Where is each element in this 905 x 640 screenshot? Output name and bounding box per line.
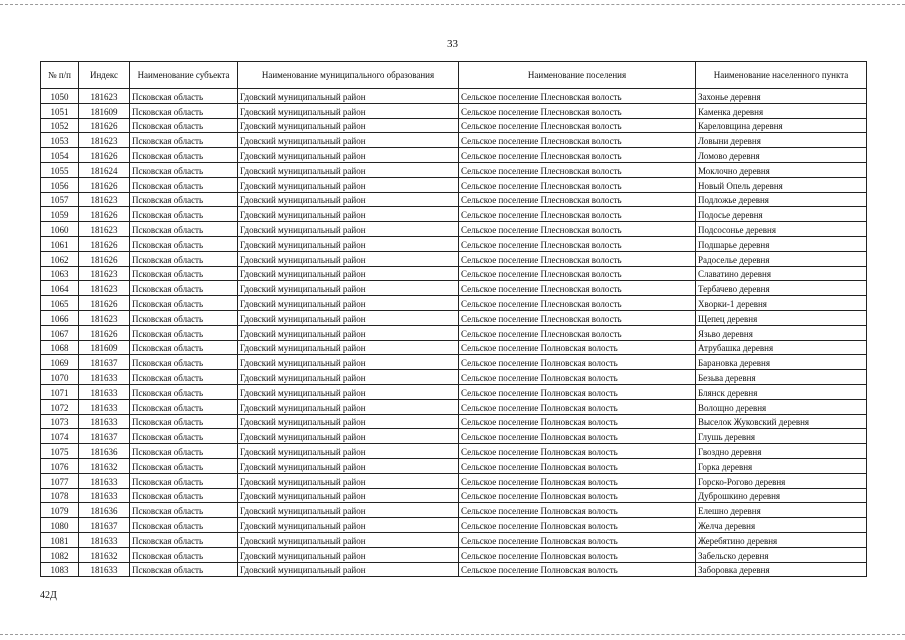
cell-municipality: Гдовский муниципальный район	[238, 473, 459, 488]
table-row	[41, 532, 867, 547]
cell-subject: Псковская область	[130, 547, 238, 562]
cell-index: 181623	[79, 266, 130, 281]
cell-subject: Псковская область	[130, 177, 238, 192]
cell-locality: Горка деревня	[696, 458, 867, 473]
cell-municipality: Гдовский муниципальный район	[238, 281, 459, 296]
table-row	[41, 458, 867, 473]
cell-locality: Жеребятино деревня	[696, 532, 867, 547]
cell-locality: Славатино деревня	[696, 266, 867, 281]
cell-index: 181623	[79, 222, 130, 237]
table-row	[41, 399, 867, 414]
cell-locality: Язьво деревня	[696, 325, 867, 340]
cell-municipality: Гдовский муниципальный район	[238, 458, 459, 473]
cell-number: 1059	[41, 207, 79, 222]
cell-municipality: Гдовский муниципальный район	[238, 518, 459, 533]
table-body	[41, 89, 867, 577]
cell-settlement: Сельское поселение Полновская волость	[459, 429, 696, 444]
cell-index: 181626	[79, 296, 130, 311]
cell-subject: Псковская область	[130, 89, 238, 104]
cell-municipality: Гдовский муниципальный район	[238, 266, 459, 281]
cell-subject: Псковская область	[130, 251, 238, 266]
cell-index: 181636	[79, 503, 130, 518]
cell-locality: Кареловщина деревня	[696, 118, 867, 133]
cell-subject: Псковская область	[130, 281, 238, 296]
table-row	[41, 503, 867, 518]
cell-index: 181636	[79, 444, 130, 459]
cell-index: 181633	[79, 562, 130, 577]
cell-index: 181633	[79, 384, 130, 399]
cell-number: 1073	[41, 414, 79, 429]
cell-subject: Псковская область	[130, 414, 238, 429]
cell-settlement: Сельское поселение Плесновская волость	[459, 222, 696, 237]
cell-subject: Псковская область	[130, 355, 238, 370]
cell-municipality: Гдовский муниципальный район	[238, 162, 459, 177]
cell-settlement: Сельское поселение Плесновская волость	[459, 296, 696, 311]
cell-number: 1068	[41, 340, 79, 355]
cell-locality: Забельско деревня	[696, 547, 867, 562]
cell-municipality: Гдовский муниципальный район	[238, 414, 459, 429]
cell-locality: Подсосонье деревня	[696, 222, 867, 237]
table-row	[41, 192, 867, 207]
cell-municipality: Гдовский муниципальный район	[238, 355, 459, 370]
header-index: Индекс	[79, 62, 130, 89]
cell-subject: Псковская область	[130, 207, 238, 222]
cell-settlement: Сельское поселение Плесновская волость	[459, 103, 696, 118]
cell-index: 181626	[79, 118, 130, 133]
cell-settlement: Сельское поселение Полновская волость	[459, 488, 696, 503]
cell-settlement: Сельское поселение Плесновская волость	[459, 310, 696, 325]
cell-municipality: Гдовский муниципальный район	[238, 296, 459, 311]
cell-municipality: Гдовский муниципальный район	[238, 429, 459, 444]
cell-number: 1080	[41, 518, 79, 533]
cell-settlement: Сельское поселение Полновская волость	[459, 458, 696, 473]
cell-municipality: Гдовский муниципальный район	[238, 310, 459, 325]
cell-subject: Псковская область	[130, 384, 238, 399]
cell-settlement: Сельское поселение Плесновская волость	[459, 236, 696, 251]
cell-number: 1083	[41, 562, 79, 577]
cell-municipality: Гдовский муниципальный район	[238, 503, 459, 518]
cell-settlement: Сельское поселение Полновская волость	[459, 399, 696, 414]
cell-settlement: Сельское поселение Полновская волость	[459, 547, 696, 562]
cell-index: 181632	[79, 547, 130, 562]
cell-index: 181633	[79, 414, 130, 429]
footer-code: 42Д	[40, 590, 57, 601]
cell-settlement: Сельское поселение Плесновская волость	[459, 281, 696, 296]
cell-locality: Щепец деревня	[696, 310, 867, 325]
cell-municipality: Гдовский муниципальный район	[238, 89, 459, 104]
settlements-table	[40, 61, 867, 577]
cell-municipality: Гдовский муниципальный район	[238, 384, 459, 399]
cell-number: 1072	[41, 399, 79, 414]
cell-settlement: Сельское поселение Плесновская волость	[459, 162, 696, 177]
cell-municipality: Гдовский муниципальный район	[238, 562, 459, 577]
table-row	[41, 340, 867, 355]
table-row	[41, 236, 867, 251]
table-row	[41, 355, 867, 370]
cell-index: 181637	[79, 429, 130, 444]
cell-settlement: Сельское поселение Плесновская волость	[459, 133, 696, 148]
table-row	[41, 148, 867, 163]
cell-subject: Псковская область	[130, 310, 238, 325]
table-row	[41, 310, 867, 325]
cell-subject: Псковская область	[130, 488, 238, 503]
cell-subject: Псковская область	[130, 399, 238, 414]
cell-index: 181623	[79, 281, 130, 296]
cell-number: 1064	[41, 281, 79, 296]
cell-subject: Псковская область	[130, 340, 238, 355]
table-row	[41, 251, 867, 266]
cell-index: 181626	[79, 148, 130, 163]
cell-locality: Подшарье деревня	[696, 236, 867, 251]
cell-municipality: Гдовский муниципальный район	[238, 133, 459, 148]
cell-settlement: Сельское поселение Полновская волость	[459, 532, 696, 547]
table-row	[41, 384, 867, 399]
cell-locality: Новый Опель деревня	[696, 177, 867, 192]
table-row	[41, 118, 867, 133]
cell-locality: Заборовка деревня	[696, 562, 867, 577]
page-number: 33	[447, 38, 458, 50]
cell-municipality: Гдовский муниципальный район	[238, 532, 459, 547]
cell-locality: Безьва деревня	[696, 370, 867, 385]
table-row	[41, 429, 867, 444]
cell-number: 1065	[41, 296, 79, 311]
cell-number: 1057	[41, 192, 79, 207]
cell-number: 1067	[41, 325, 79, 340]
header-subject: Наименование субъекта	[130, 62, 238, 89]
cell-number: 1060	[41, 222, 79, 237]
cell-subject: Псковская область	[130, 503, 238, 518]
cell-locality: Ловыни деревня	[696, 133, 867, 148]
table-row	[41, 162, 867, 177]
scan-edge-bottom	[0, 634, 905, 635]
cell-index: 181623	[79, 192, 130, 207]
table-row	[41, 370, 867, 385]
cell-index: 181626	[79, 236, 130, 251]
cell-municipality: Гдовский муниципальный район	[238, 177, 459, 192]
cell-locality: Подосье деревня	[696, 207, 867, 222]
cell-locality: Глушь деревня	[696, 429, 867, 444]
cell-index: 181609	[79, 340, 130, 355]
cell-municipality: Гдовский муниципальный район	[238, 236, 459, 251]
cell-subject: Псковская область	[130, 429, 238, 444]
cell-number: 1079	[41, 503, 79, 518]
cell-index: 181626	[79, 325, 130, 340]
cell-number: 1070	[41, 370, 79, 385]
cell-municipality: Гдовский муниципальный район	[238, 340, 459, 355]
cell-index: 181623	[79, 310, 130, 325]
table-row	[41, 296, 867, 311]
cell-locality: Захонье деревня	[696, 89, 867, 104]
cell-index: 181637	[79, 355, 130, 370]
cell-settlement: Сельское поселение Полновская волость	[459, 370, 696, 385]
cell-subject: Псковская область	[130, 370, 238, 385]
cell-subject: Псковская область	[130, 103, 238, 118]
table-row	[41, 207, 867, 222]
cell-subject: Псковская область	[130, 222, 238, 237]
table-row	[41, 281, 867, 296]
cell-number: 1078	[41, 488, 79, 503]
cell-municipality: Гдовский муниципальный район	[238, 192, 459, 207]
cell-settlement: Сельское поселение Полновская волость	[459, 503, 696, 518]
cell-locality: Тербачево деревня	[696, 281, 867, 296]
header-number: № п/п	[41, 62, 79, 89]
cell-settlement: Сельское поселение Плесновская волость	[459, 207, 696, 222]
cell-municipality: Гдовский муниципальный район	[238, 118, 459, 133]
cell-settlement: Сельское поселение Полновская волость	[459, 414, 696, 429]
cell-number: 1062	[41, 251, 79, 266]
table-row	[41, 473, 867, 488]
cell-locality: Барановка деревня	[696, 355, 867, 370]
cell-subject: Псковская область	[130, 458, 238, 473]
cell-locality: Хворки-1 деревня	[696, 296, 867, 311]
table-row	[41, 103, 867, 118]
cell-settlement: Сельское поселение Плесновская волость	[459, 118, 696, 133]
table-row	[41, 133, 867, 148]
cell-number: 1056	[41, 177, 79, 192]
table-row	[41, 488, 867, 503]
table-row	[41, 414, 867, 429]
table-row	[41, 562, 867, 577]
cell-index: 181623	[79, 133, 130, 148]
table-row	[41, 444, 867, 459]
cell-settlement: Сельское поселение Плесновская волость	[459, 148, 696, 163]
cell-number: 1075	[41, 444, 79, 459]
table-row	[41, 177, 867, 192]
cell-settlement: Сельское поселение Плесновская волость	[459, 325, 696, 340]
cell-subject: Псковская область	[130, 473, 238, 488]
header-municipality: Наименование муниципального образования	[238, 62, 459, 89]
cell-number: 1076	[41, 458, 79, 473]
cell-subject: Псковская область	[130, 133, 238, 148]
cell-index: 181624	[79, 162, 130, 177]
table-row	[41, 325, 867, 340]
cell-settlement: Сельское поселение Полновская волость	[459, 384, 696, 399]
table-row	[41, 89, 867, 104]
cell-locality: Ломово деревня	[696, 148, 867, 163]
cell-index: 181633	[79, 532, 130, 547]
cell-locality: Блянск деревня	[696, 384, 867, 399]
cell-subject: Псковская область	[130, 518, 238, 533]
cell-settlement: Сельское поселение Полновская волость	[459, 444, 696, 459]
table-row	[41, 222, 867, 237]
cell-locality: Горско-Рогово деревня	[696, 473, 867, 488]
cell-locality: Дуброшкино деревня	[696, 488, 867, 503]
cell-index: 181637	[79, 518, 130, 533]
cell-subject: Псковская область	[130, 236, 238, 251]
cell-number: 1081	[41, 532, 79, 547]
table-row	[41, 518, 867, 533]
cell-subject: Псковская область	[130, 296, 238, 311]
cell-locality: Подложье деревня	[696, 192, 867, 207]
cell-municipality: Гдовский муниципальный район	[238, 148, 459, 163]
cell-subject: Псковская область	[130, 192, 238, 207]
cell-subject: Псковская область	[130, 532, 238, 547]
cell-number: 1071	[41, 384, 79, 399]
cell-subject: Псковская область	[130, 148, 238, 163]
cell-municipality: Гдовский муниципальный район	[238, 488, 459, 503]
cell-index: 181626	[79, 251, 130, 266]
scan-edge-top	[0, 4, 905, 5]
cell-number: 1077	[41, 473, 79, 488]
cell-index: 181609	[79, 103, 130, 118]
cell-number: 1069	[41, 355, 79, 370]
cell-locality: Волощно деревня	[696, 399, 867, 414]
cell-index: 181626	[79, 207, 130, 222]
table-row	[41, 547, 867, 562]
cell-settlement: Сельское поселение Плесновская волость	[459, 251, 696, 266]
cell-municipality: Гдовский муниципальный район	[238, 399, 459, 414]
cell-settlement: Сельское поселение Плесновская волость	[459, 192, 696, 207]
cell-index: 181623	[79, 89, 130, 104]
header-row	[41, 62, 867, 89]
cell-municipality: Гдовский муниципальный район	[238, 370, 459, 385]
cell-settlement: Сельское поселение Полновская волость	[459, 562, 696, 577]
cell-subject: Псковская область	[130, 325, 238, 340]
cell-locality: Каменка деревня	[696, 103, 867, 118]
cell-municipality: Гдовский муниципальный район	[238, 547, 459, 562]
cell-number: 1055	[41, 162, 79, 177]
cell-subject: Псковская область	[130, 118, 238, 133]
cell-number: 1051	[41, 103, 79, 118]
cell-locality: Моклочно деревня	[696, 162, 867, 177]
cell-settlement: Сельское поселение Плесновская волость	[459, 89, 696, 104]
cell-number: 1052	[41, 118, 79, 133]
cell-number: 1074	[41, 429, 79, 444]
cell-number: 1061	[41, 236, 79, 251]
cell-number: 1066	[41, 310, 79, 325]
cell-settlement: Сельское поселение Полновская волость	[459, 518, 696, 533]
cell-locality: Желча деревня	[696, 518, 867, 533]
cell-locality: Выселок Жуковский деревня	[696, 414, 867, 429]
cell-locality: Радоселье деревня	[696, 251, 867, 266]
cell-index: 181633	[79, 473, 130, 488]
cell-municipality: Гдовский муниципальный район	[238, 325, 459, 340]
cell-municipality: Гдовский муниципальный район	[238, 444, 459, 459]
cell-municipality: Гдовский муниципальный район	[238, 251, 459, 266]
table-header	[41, 62, 867, 89]
cell-locality: Атрубашка деревня	[696, 340, 867, 355]
cell-subject: Псковская область	[130, 562, 238, 577]
cell-number: 1053	[41, 133, 79, 148]
cell-index: 181626	[79, 177, 130, 192]
cell-municipality: Гдовский муниципальный район	[238, 207, 459, 222]
cell-municipality: Гдовский муниципальный район	[238, 222, 459, 237]
cell-number: 1082	[41, 547, 79, 562]
cell-subject: Псковская область	[130, 162, 238, 177]
table-row	[41, 266, 867, 281]
cell-settlement: Сельское поселение Полновская волость	[459, 473, 696, 488]
cell-subject: Псковская область	[130, 266, 238, 281]
cell-locality: Гвоздно деревня	[696, 444, 867, 459]
cell-settlement: Сельское поселение Полновская волость	[459, 355, 696, 370]
cell-settlement: Сельское поселение Плесновская волость	[459, 266, 696, 281]
cell-index: 181633	[79, 399, 130, 414]
cell-settlement: Сельское поселение Плесновская волость	[459, 177, 696, 192]
cell-number: 1063	[41, 266, 79, 281]
cell-municipality: Гдовский муниципальный район	[238, 103, 459, 118]
cell-number: 1050	[41, 89, 79, 104]
cell-number: 1054	[41, 148, 79, 163]
header-settlement: Наименование поселения	[459, 62, 696, 89]
cell-settlement: Сельское поселение Полновская волость	[459, 340, 696, 355]
cell-subject: Псковская область	[130, 444, 238, 459]
cell-index: 181633	[79, 370, 130, 385]
cell-index: 181632	[79, 458, 130, 473]
cell-index: 181633	[79, 488, 130, 503]
header-locality: Наименование населенного пункта	[696, 62, 867, 89]
cell-locality: Елешно деревня	[696, 503, 867, 518]
